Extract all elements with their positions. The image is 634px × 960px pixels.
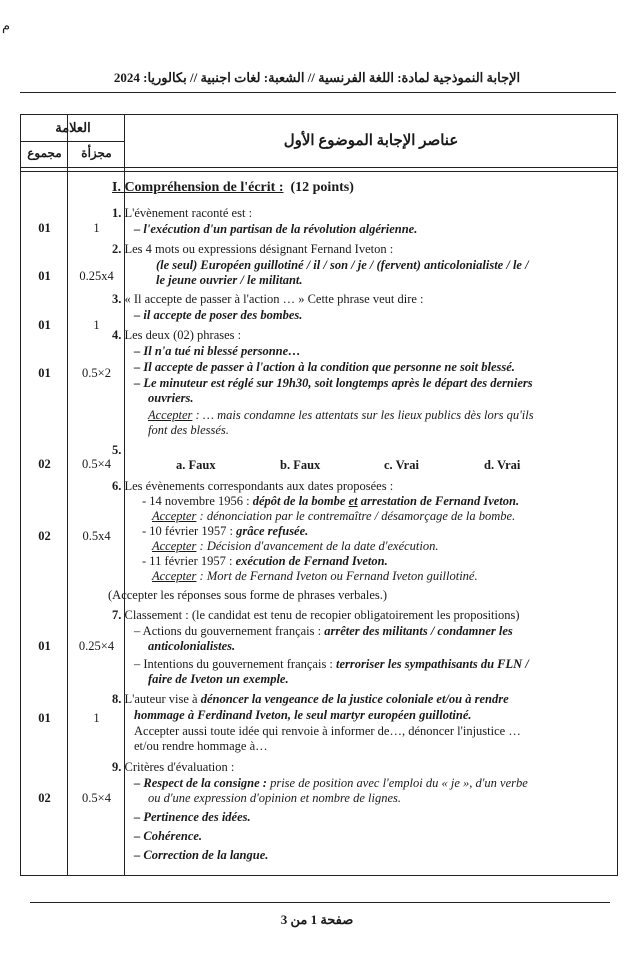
- answer-heading: عناصر الإجابة الموضوع الأول: [283, 133, 459, 149]
- criterion-3: – Cohérence.: [134, 829, 203, 843]
- answer-8-note2: et/ou rendre hommage à…: [134, 739, 268, 753]
- criterion-1: – Respect de la consigne : prise de position avec l'emploi du « je », d'un verbe: [134, 776, 528, 790]
- answer-7-actions: – Actions du gouvernement français : arrêter des militants / condamner les: [134, 624, 513, 638]
- question-3: 3. « Il accepte de passer à l'action … » Cette phrase veut dire :: [112, 292, 424, 306]
- answer-4-c: – Le minuteur est réglé sur 19h30, soit longtemps après le départ des derniers: [134, 376, 533, 390]
- answer-7-actions2: anticolonialistes.: [148, 639, 236, 653]
- answer-4-a: – Il n'a tué ni blessé personne…: [134, 344, 301, 358]
- score-total: 01: [38, 221, 51, 235]
- grade-header: العلامة: [21, 115, 125, 142]
- answer-1: – l'exécution d'un partisan de la révolution algérienne.: [134, 222, 418, 236]
- answer-6-accept3: Accepter : Mort de Fernand Iveton ou Fernand Iveton guillotiné.: [152, 569, 478, 583]
- answer-4-accept: Accepter : … mais condamne les attentats sur les lieux publics dès lors qu'ils: [148, 408, 534, 422]
- answer-6-date1: - 14 novembre 1956 : dépôt de la bombe et arrestation de Fernand Iveton.: [142, 494, 520, 508]
- question-6: 6. Les évènements correspondants aux dates proposées :: [112, 479, 394, 493]
- document-header: الإجابة النموذجية لمادة: اللغة الفرنسية // الشعبة: لغات اجنبية // بكالوريا: 2024: [113, 70, 521, 85]
- corner-mark: م: [2, 18, 11, 33]
- answer-5-c: c. Vrai: [384, 458, 419, 472]
- partial-header: مجزأة: [81, 146, 112, 160]
- footer-rule: [30, 902, 610, 903]
- score-total: 02: [38, 457, 51, 471]
- answer-6-note: (Accepter les réponses sous forme de phrases verbales.): [108, 588, 388, 602]
- answer-7-intentions: – Intentions du gouvernement français : terroriser les sympathisants du FLN /: [134, 657, 529, 671]
- score-partial: 0.25x4: [79, 269, 114, 283]
- score-partial: 0.5x4: [82, 529, 111, 543]
- score-total: 01: [38, 318, 51, 332]
- question-2: 2. Les 4 mots ou expressions désignant Fernand Iveton :: [112, 242, 394, 256]
- answer-8-note1: Accepter aussi toute idée qui renvoie à informer de…, dénoncer l'injustice …: [134, 724, 521, 738]
- score-partial: 0.5×4: [82, 791, 111, 805]
- score-total: 01: [38, 366, 51, 380]
- score-partial: 1: [93, 318, 100, 332]
- score-total: 01: [38, 711, 51, 725]
- answer-5-b: b. Faux: [280, 458, 321, 472]
- page-number: صفحة 1 من 3: [280, 912, 354, 927]
- score-total: 02: [38, 791, 51, 805]
- answer-5-d: d. Vrai: [484, 458, 521, 472]
- answer-3: – il accepte de poser des bombes.: [134, 308, 303, 322]
- answer-6-accept2: Accepter : Décision d'avancement de la date d'exécution.: [152, 539, 439, 553]
- section-title: I. Compréhension de l'écrit : (12 points): [112, 180, 354, 195]
- heading-rule: [21, 167, 617, 168]
- score-total: 01: [38, 269, 51, 283]
- header-rule: [20, 92, 616, 93]
- score-partial: 0.5×2: [82, 366, 111, 380]
- answer-2-line2: le jeune ouvrier / le militant.: [156, 273, 303, 287]
- answer-2-line1: (le seul) Européen guillotiné / il / son / je / (fervent) anticolonialiste / le /: [156, 258, 529, 272]
- answer-5-a: a. Faux: [176, 458, 216, 472]
- question-8: 8. L'auteur vise à dénoncer la vengeance de la justice coloniale et/ou à rendre: [112, 692, 509, 706]
- score-partial: 0.25×4: [78, 639, 115, 653]
- criterion-1b: ou d'une expression d'opinion et nombre de lignes.: [148, 791, 401, 805]
- score-total: 01: [38, 639, 51, 653]
- answer-4-c2: ouvriers.: [148, 391, 194, 405]
- answer-4-b: – Il accepte de passer à l'action à la condition que personne ne soit blessé.: [134, 360, 515, 374]
- question-7: 7. Classement : (le candidat est tenu de recopier obligatoirement les propositions): [112, 608, 520, 622]
- score-partial: 1: [93, 711, 100, 725]
- question-5: 5.: [112, 443, 122, 457]
- answer-6-date2: - 10 février 1957 : grâce refusée.: [142, 524, 309, 538]
- question-4: 4. Les deux (02) phrases :: [112, 328, 242, 342]
- answer-4-accept2: font des blessés.: [148, 423, 229, 437]
- score-total: 02: [38, 529, 51, 543]
- question-9: 9. Critères d'évaluation :: [112, 760, 235, 774]
- criterion-4: – Correction de la langue.: [134, 848, 269, 862]
- answer-6-accept1: Accepter : dénonciation par le contremaître / désamorçage de la bombe.: [152, 509, 516, 523]
- total-header: مجموع: [27, 146, 62, 160]
- answer-8-line2: hommage à Ferdinand Iveton, le seul martyr européen guillotiné.: [134, 708, 472, 722]
- question-1: 1. L'évènement raconté est :: [112, 206, 253, 220]
- answer-7-intentions2: faire de Iveton un exemple.: [148, 672, 289, 686]
- answer-6-date3: - 11 février 1957 : exécution de Fernand Iveton.: [142, 554, 388, 568]
- score-partial: 1: [93, 221, 100, 235]
- criterion-2: – Pertinence des idées.: [134, 810, 251, 824]
- heading-rule-double: [21, 171, 617, 172]
- score-partial: 0.5×4: [82, 457, 111, 471]
